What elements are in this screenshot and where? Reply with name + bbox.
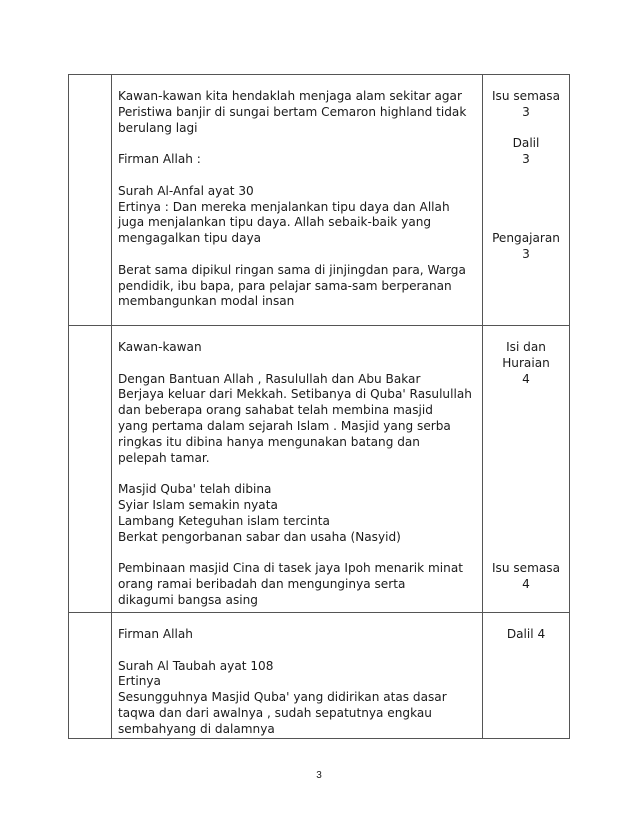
- label-line: [483, 168, 569, 184]
- label-line: 4: [522, 371, 530, 386]
- table-row: [69, 326, 570, 613]
- text-line: Berjaya keluar dari Mekkah. Setibanya di Quba' Rasulullah: [118, 387, 472, 402]
- text-line: yang pertama dalam sejarah Islam . Masjid yang serba: [118, 418, 451, 433]
- text-line: Ertinya : Dan mereka menjalankan tipu daya dan Allah: [118, 199, 450, 214]
- label-line: [483, 121, 569, 137]
- content-cell: [112, 75, 483, 326]
- empty-cell: [69, 75, 112, 326]
- text-line: Firman Allah :: [118, 152, 201, 167]
- text-line: membangunkan modal insan: [118, 294, 295, 309]
- text-line: Peristiwa banjir di sungai bertam Cemaron highland tidak: [118, 104, 467, 119]
- label-line: [483, 387, 569, 403]
- text-line: taqwa dan dari awalnya , sudah sepatutnya engkau: [118, 705, 432, 720]
- label-line: Dalil 4: [506, 627, 546, 641]
- label-line: Isu semasa: [491, 89, 561, 103]
- text-block: [118, 372, 476, 467]
- label-line: [483, 545, 569, 561]
- content-cell: [112, 326, 483, 613]
- text-line: orang ramai beribadah dan mengunginya serta: [118, 576, 406, 591]
- label-line: [483, 184, 569, 200]
- label-cell: [483, 326, 570, 613]
- label-line: [483, 466, 569, 482]
- label-line: [483, 403, 569, 419]
- label-line: [483, 215, 569, 231]
- text-line: Kawan-kawan: [118, 340, 202, 354]
- text-line: Lambang Keteguhan islam tercinta: [118, 513, 330, 528]
- label-line: 4: [522, 576, 530, 591]
- text-block: [118, 482, 476, 545]
- label-line: Dalil: [512, 136, 540, 151]
- text-line: Pembinaan masjid Cina di tasek jaya Ipoh menarik minat: [118, 561, 463, 576]
- label-line: 3: [522, 246, 530, 261]
- text-block: [118, 263, 476, 310]
- text-line: ringkas itu dibina hanya mengunakan batang dan: [118, 434, 420, 449]
- text-block: [118, 561, 476, 608]
- label-line: Isi dan: [506, 340, 546, 354]
- content-table: [68, 74, 570, 739]
- text-block: [118, 340, 476, 356]
- text-line: pelepah tamar.: [118, 450, 210, 465]
- text-line: Ertinya: [118, 674, 161, 689]
- label-text: [483, 75, 569, 263]
- label-line: [483, 451, 569, 467]
- text-block: [118, 152, 476, 168]
- text-block: [118, 627, 476, 643]
- text-line: Sesungguhnya Masjid Quba' yang didirikan atas dasar: [118, 690, 447, 705]
- page-number: 3: [316, 770, 322, 781]
- label-line: Pengajaran: [492, 231, 560, 246]
- text-line: Firman Allah: [118, 627, 193, 641]
- text-line: Masjid Quba' telah dibina: [118, 482, 272, 497]
- content-text: [112, 613, 482, 738]
- label-line: [483, 435, 569, 451]
- content-cell: [112, 613, 483, 739]
- text-line: juga menjalankan tipu daya. Allah sebaik-baik yang: [118, 215, 432, 230]
- label-line: [483, 498, 569, 514]
- text-line: Kawan-kawan kita hendaklah menjaga alam sekitar agar: [118, 89, 462, 103]
- text-line: sembahyang di dalamnya: [118, 721, 275, 736]
- text-line: dikagumi bangsa asing: [118, 592, 258, 607]
- content-text: [112, 75, 482, 310]
- label-line: [483, 514, 569, 530]
- text-line: mengagalkan tipu daya: [118, 231, 262, 246]
- label-cell: [483, 75, 570, 326]
- label-line: [483, 530, 569, 546]
- label-line: 3: [522, 152, 530, 167]
- label-line: [483, 482, 569, 498]
- text-line: Surah Al-Anfal ayat 30: [118, 183, 254, 198]
- text-block: [118, 184, 476, 247]
- label-line: Isu semasa: [491, 561, 561, 576]
- label-line: [483, 419, 569, 435]
- text-line: dan beberapa orang sahabat telah membina masjid: [118, 403, 433, 418]
- text-line: berulang lagi: [118, 120, 198, 135]
- text-block: [118, 659, 476, 738]
- label-text: [483, 326, 569, 593]
- text-line: Surah Al Taubah ayat 108: [118, 658, 274, 673]
- text-block: [118, 89, 476, 136]
- label-cell: [483, 613, 570, 739]
- label-text: [483, 613, 569, 643]
- table-row: [69, 613, 570, 739]
- label-line: [483, 200, 569, 216]
- text-line: pendidik, ibu bapa, para pelajar sama-sam berperanan: [118, 278, 452, 293]
- empty-cell: [69, 326, 112, 613]
- content-text: [112, 326, 482, 609]
- table-row: [69, 75, 570, 326]
- text-line: Berat sama dipikul ringan sama di jinjingdan para, Warga: [118, 262, 466, 277]
- empty-cell: [69, 613, 112, 739]
- text-line: Berkat pengorbanan sabar dan usaha (Nasyid): [118, 529, 401, 544]
- label-line: 3: [522, 104, 530, 119]
- text-line: Dengan Bantuan Allah , Rasulullah dan Abu Bakar: [118, 371, 421, 386]
- text-line: Syiar Islam semakin nyata: [118, 497, 278, 512]
- label-line: Huraian: [502, 355, 550, 370]
